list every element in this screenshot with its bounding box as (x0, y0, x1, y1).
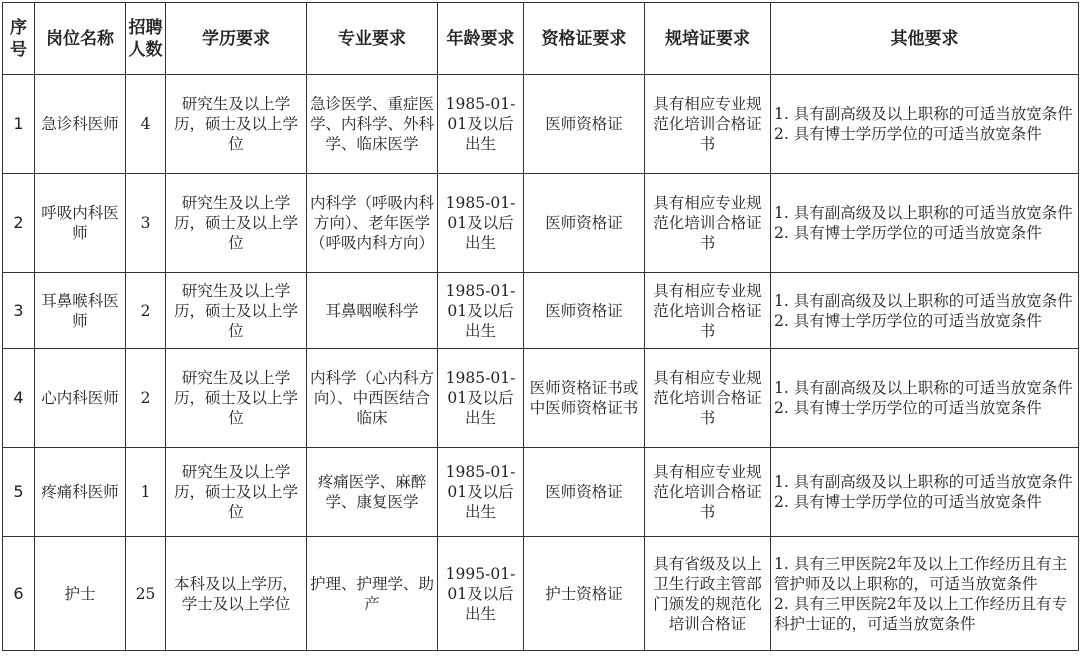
other-item: 2. 具有博士学历学位的可适当放宽条件 (774, 399, 1042, 417)
cell-major: 急诊医学、重症医学、内科学、外科学、临床医学 (307, 75, 438, 174)
cell-age: 1995-01-01及以后出生 (438, 537, 524, 651)
cell-training: 具有相应专业规范化培训合格证书 (645, 75, 771, 174)
cell-training: 具有相应专业规范化培训合格证书 (645, 448, 771, 537)
cell-major: 内科学（心内科方向）、中西医结合临床 (307, 349, 438, 448)
cell-count: 2 (126, 273, 166, 349)
cell-qualification: 医师资格证 (524, 174, 645, 273)
cell-position: 心内科医师 (35, 349, 126, 448)
cell-count: 1 (126, 448, 166, 537)
cell-count: 2 (126, 349, 166, 448)
cell-education: 研究生及以上学历，硕士及以上学位 (166, 349, 307, 448)
cell-qualification: 医师资格证 (524, 273, 645, 349)
other-item: 2. 具有博士学历学位的可适当放宽条件 (774, 493, 1042, 511)
cell-position: 疼痛科医师 (35, 448, 126, 537)
cell-age: 1985-01-01及以后出生 (438, 448, 524, 537)
cell-other (771, 537, 1079, 651)
cell-count: 4 (126, 75, 166, 174)
other-item: 2. 具有博士学历学位的可适当放宽条件 (774, 224, 1042, 242)
recruitment-table (2, 2, 1079, 651)
header-count: 招聘人数 (126, 3, 166, 75)
other-item: 1. 具有副高级及以上职称的可适当放宽条件 (774, 105, 1073, 123)
cell-other (771, 273, 1079, 349)
cell-major: 内科学（呼吸内科方向）、老年医学（呼吸内科方向） (307, 174, 438, 273)
header-row (3, 3, 1079, 75)
cell-education: 研究生及以上学历，硕士及以上学位 (166, 448, 307, 537)
table-row (3, 174, 1079, 273)
cell-position: 耳鼻喉科医师 (35, 273, 126, 349)
header-other: 其他要求 (771, 3, 1079, 75)
cell-count: 3 (126, 174, 166, 273)
cell-other (771, 75, 1079, 174)
cell-age: 1985-01-01及以后出生 (438, 75, 524, 174)
cell-education: 研究生及以上学历，硕士及以上学位 (166, 273, 307, 349)
table-row (3, 448, 1079, 537)
other-item: 1. 具有副高级及以上职称的可适当放宽条件 (774, 204, 1073, 222)
header-seq: 序号 (3, 3, 35, 75)
cell-education: 研究生及以上学历，硕士及以上学位 (166, 174, 307, 273)
cell-other (771, 174, 1079, 273)
cell-seq: 6 (3, 537, 35, 651)
cell-age: 1985-01-01及以后出生 (438, 273, 524, 349)
header-qualification: 资格证要求 (524, 3, 645, 75)
cell-position: 呼吸内科医师 (35, 174, 126, 273)
other-item: 1. 具有副高级及以上职称的可适当放宽条件 (774, 291, 1073, 310)
cell-training: 具有相应专业规范化培训合格证书 (645, 174, 771, 273)
other-item: 1. 具有三甲医院2年及以上工作经历且有主管护师及以上职称的，可适当放宽条件 (774, 554, 1068, 593)
cell-qualification: 医师资格证 (524, 448, 645, 537)
cell-seq: 1 (3, 75, 35, 174)
other-item: 2. 具有三甲医院2年及以上工作经历且有专科护士证的，可适当放宽条件 (774, 594, 1068, 633)
cell-count: 25 (126, 537, 166, 651)
other-item: 1. 具有副高级及以上职称的可适当放宽条件 (774, 473, 1073, 491)
cell-training: 具有相应专业规范化培训合格证书 (645, 273, 771, 349)
cell-seq: 5 (3, 448, 35, 537)
cell-seq: 3 (3, 273, 35, 349)
header-major: 专业要求 (307, 3, 438, 75)
cell-training: 具有省级及以上卫生行政主管部门颁发的规范化培训合格证 (645, 537, 771, 651)
cell-major: 护理、护理学、助产 (307, 537, 438, 651)
cell-seq: 4 (3, 349, 35, 448)
cell-position: 急诊科医师 (35, 75, 126, 174)
cell-qualification: 医师资格证 (524, 75, 645, 174)
table-row (3, 75, 1079, 174)
cell-education: 本科及以上学历，学士及以上学位 (166, 537, 307, 651)
header-education: 学历要求 (166, 3, 307, 75)
cell-qualification: 护士资格证 (524, 537, 645, 651)
cell-age: 1985-01-01及以后出生 (438, 174, 524, 273)
other-item: 1. 具有副高级及以上职称的可适当放宽条件 (774, 379, 1073, 397)
cell-age: 1985-01-01及以后出生 (438, 349, 524, 448)
cell-education: 研究生及以上学历，硕士及以上学位 (166, 75, 307, 174)
header-position: 岗位名称 (35, 3, 126, 75)
cell-seq: 2 (3, 174, 35, 273)
table-row (3, 349, 1079, 448)
other-item: 2. 具有博士学历学位的可适当放宽条件 (774, 311, 1042, 330)
cell-qualification: 医师资格证书或中医师资格证书 (524, 349, 645, 448)
header-training: 规培证要求 (645, 3, 771, 75)
table-row (3, 273, 1079, 349)
cell-other (771, 448, 1079, 537)
cell-position: 护士 (35, 537, 126, 651)
cell-major: 疼痛医学、麻醉学、康复医学 (307, 448, 438, 537)
cell-training: 具有相应专业规范化培训合格证书 (645, 349, 771, 448)
header-age: 年龄要求 (438, 3, 524, 75)
cell-major: 耳鼻咽喉科学 (307, 273, 438, 349)
cell-other (771, 349, 1079, 448)
table-row (3, 537, 1079, 651)
other-item: 2. 具有博士学历学位的可适当放宽条件 (774, 125, 1042, 143)
